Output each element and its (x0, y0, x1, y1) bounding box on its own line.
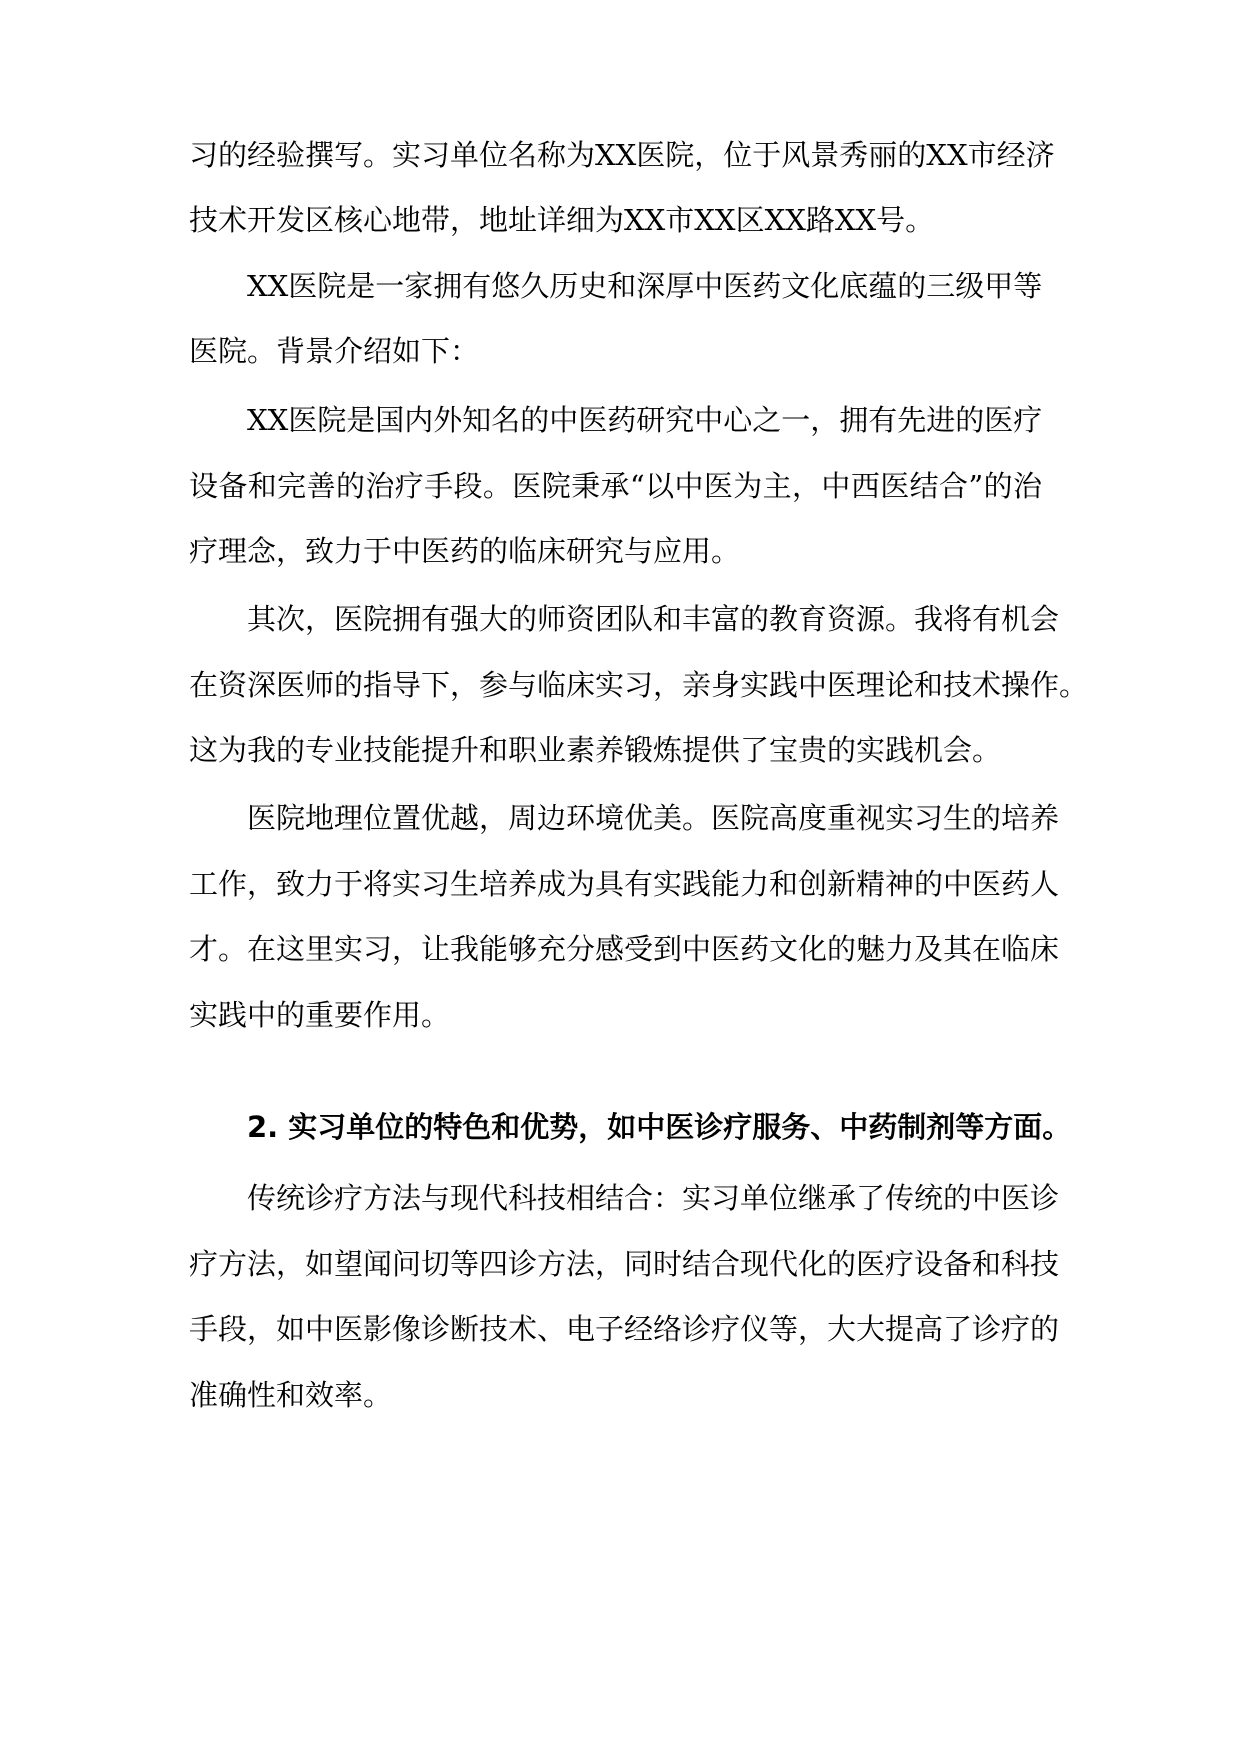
body-line: 才。在这里实习，让我能够充分感受到中医药文化的魅力及其在临床 (189, 932, 1060, 966)
body-line: 工作，致力于将实习生培养成为具有实践能力和创新精神的中医药人 (189, 867, 1060, 901)
body-line: 医院。背景介绍如下： (189, 334, 480, 368)
body-line: 疗理念，致力于中医药的临床研究与应用。 (189, 534, 741, 568)
body-line: 设备和完善的治疗手段。医院秉承“以中医为主，中西医结合”的治 (189, 469, 1042, 503)
body-line: 手段，如中医影像诊断技术、电子经络诊疗仪等，大大提高了诊疗的 (189, 1312, 1060, 1346)
section-heading: 2. 实习单位的特色和优势，如中医诊疗服务、中药制剂等方面。 (247, 1110, 1072, 1144)
body-line: 疗方法，如望闻问切等四诊方法，同时结合现代化的医疗设备和科技 (189, 1247, 1060, 1281)
body-line: 这为我的专业技能提升和职业素养锻炼提供了宝贵的实践机会。 (189, 733, 1002, 767)
paragraph-first-line: XX医院是一家拥有悠久历史和深厚中医药文化底蕴的三级甲等 (247, 269, 1043, 303)
body-line: 习的经验撰写。实习单位名称为XX医院，位于风景秀丽的XX市经济 (189, 138, 1055, 172)
paragraph-first-line: XX医院是国内外知名的中医药研究中心之一，拥有先进的医疗 (247, 403, 1043, 437)
paragraph-first-line: 其次，医院拥有强大的师资团队和丰富的教育资源。我将有机会 (247, 602, 1060, 636)
body-line: 技术开发区核心地带，地址详细为XX市XX区XX路XX号。 (189, 203, 935, 237)
body-line: 准确性和效率。 (189, 1378, 393, 1412)
body-line: 实践中的重要作用。 (189, 998, 451, 1032)
paragraph-first-line: 医院地理位置优越，周边环境优美。医院高度重视实习生的培养 (247, 801, 1060, 835)
body-line: 在资深医师的指导下，参与临床实习，亲身实践中医理论和技术操作。 (189, 668, 1089, 702)
paragraph-first-line: 传统诊疗方法与现代科技相结合：实习单位继承了传统的中医诊 (247, 1181, 1060, 1215)
